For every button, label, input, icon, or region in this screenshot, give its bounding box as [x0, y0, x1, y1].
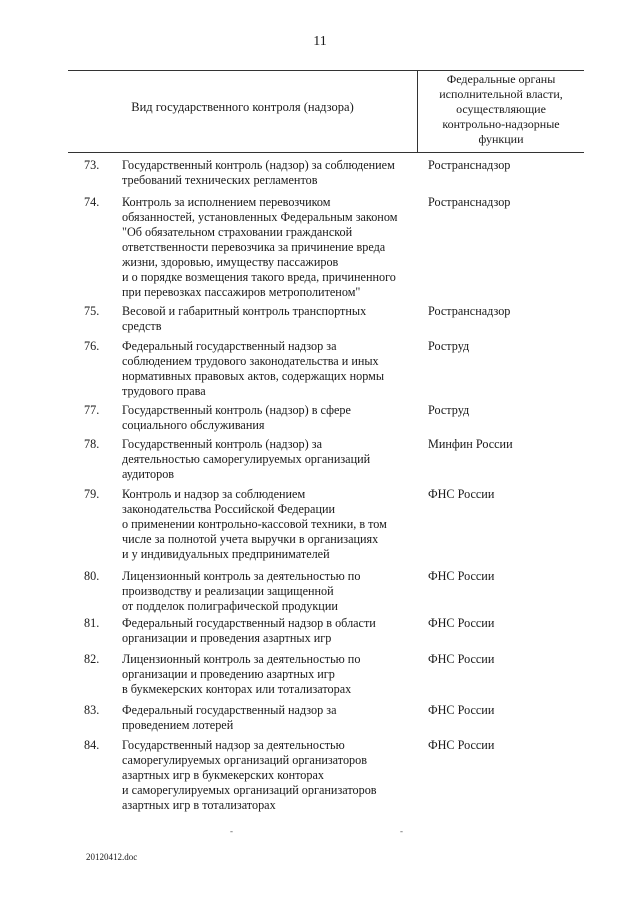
row-number: 81.: [84, 616, 100, 630]
description-line: деятельностью саморегулируемых организаций: [122, 452, 371, 466]
control-type-description: [122, 158, 414, 188]
description-line: в букмекерских конторах или тотализаторах: [122, 682, 352, 696]
control-type-description: [122, 652, 414, 697]
control-type-description: [122, 703, 414, 733]
agency-name: ФНС России: [428, 616, 495, 630]
description-line: проведением лотерей: [122, 718, 234, 732]
row-number: 76.: [84, 339, 100, 353]
description-line: и саморегулируемых организаций организаторов: [122, 783, 377, 797]
header-right-line: осуществляющие: [456, 102, 546, 116]
description-line: Лицензионный контроль за деятельностью по: [122, 652, 361, 666]
agency-name: Ространснадзор: [428, 158, 511, 172]
description-line: организации и проведению азартных игр: [122, 667, 335, 681]
description-line: Федеральный государственный надзор за: [122, 703, 337, 717]
agency-name: ФНС России: [428, 738, 495, 752]
agency-name: Роструд: [428, 403, 470, 417]
description-line: законодательства Российской Федерации: [122, 502, 336, 516]
control-type-description: [122, 195, 414, 300]
description-line: производству и реализации защищенной: [122, 584, 334, 598]
description-line: трудового права: [122, 384, 206, 398]
footer-filename: 20120412.doc: [86, 852, 138, 862]
row-number: 77.: [84, 403, 100, 417]
description-line: от подделок полиграфической продукции: [122, 599, 338, 613]
column-header-control-type: Вид государственного контроля (надзора): [131, 100, 354, 114]
control-type-description: [122, 738, 414, 813]
description-line: жизни, здоровью, имуществу пассажиров: [122, 255, 339, 269]
row-number: 79.: [84, 487, 100, 501]
control-type-description: [122, 437, 414, 482]
description-line: при перевозках пассажиров метрополитеном": [122, 285, 361, 299]
header-right-line: контрольно-надзорные: [442, 117, 560, 131]
header-right-line: исполнительной власти,: [439, 87, 563, 101]
description-line: Контроль и надзор за соблюдением: [122, 487, 306, 501]
agency-name: Ространснадзор: [428, 195, 511, 209]
description-line: организации и проведения азартных игр: [122, 631, 332, 645]
agency-name: Ространснадзор: [428, 304, 511, 318]
description-line: требований технических регламентов: [122, 173, 318, 187]
description-line: аудиторов: [122, 467, 175, 481]
description-line: нормативных правовых актов, содержащих нормы: [122, 369, 385, 383]
description-line: Контроль за исполнением перевозчиком: [122, 195, 331, 209]
control-type-description: [122, 569, 414, 614]
description-line: Федеральный государственный надзор в области: [122, 616, 376, 630]
description-line: соблюдением трудового законодательства и иных: [122, 354, 379, 368]
control-type-description: [122, 616, 414, 646]
agency-name: ФНС России: [428, 652, 495, 666]
description-line: "Об обязательном страховании гражданской: [122, 225, 353, 239]
description-line: социального обслуживания: [122, 418, 265, 432]
agency-name: Роструд: [428, 339, 470, 353]
row-number: 84.: [84, 738, 100, 752]
row-number: 82.: [84, 652, 100, 666]
row-number: 73.: [84, 158, 100, 172]
agency-name: ФНС России: [428, 569, 495, 583]
header-right-line: функции: [478, 132, 524, 146]
control-type-description: [122, 339, 414, 399]
row-number: 78.: [84, 437, 100, 451]
row-number: 80.: [84, 569, 100, 583]
control-type-description: [122, 304, 414, 334]
row-number: 75.: [84, 304, 100, 318]
description-line: Государственный контроль (надзор) в сфере: [122, 403, 351, 417]
description-line: Государственный контроль (надзор) за соблюдением: [122, 158, 395, 172]
row-number: 83.: [84, 703, 100, 717]
description-line: Федеральный государственный надзор за: [122, 339, 337, 353]
description-line: азартных игр в тотализаторах: [122, 798, 276, 812]
description-line: числе за полнотой учета выручки в организациях: [122, 532, 379, 546]
description-line: средств: [122, 319, 162, 333]
row-number: 74.: [84, 195, 100, 209]
description-line: и о порядке возмещения такого вреда, причиненного: [122, 270, 396, 284]
description-line: о применении контрольно-кассовой техники, в том: [122, 517, 387, 531]
header-right-line: Федеральные органы: [446, 72, 556, 86]
table-top-rule: [68, 70, 584, 71]
description-line: и у индивидуальных предпринимателей: [122, 547, 330, 561]
description-line: Лицензионный контроль за деятельностью по: [122, 569, 361, 583]
description-line: саморегулируемых организаций организаторов: [122, 753, 367, 767]
agency-name: Минфин России: [428, 437, 513, 451]
description-line: Государственный контроль (надзор) за: [122, 437, 322, 451]
header-bottom-rule: [68, 152, 584, 153]
bottom-mark: -: [230, 826, 233, 836]
description-line: азартных игр в букмекерских конторах: [122, 768, 324, 782]
control-type-description: [122, 487, 414, 562]
page-number: 11: [313, 34, 327, 49]
description-line: Весовой и габаритный контроль транспортных: [122, 304, 367, 318]
description-line: Государственный надзор за деятельностью: [122, 738, 345, 752]
description-line: ответственности перевозчика за причинение вреда: [122, 240, 386, 254]
agency-name: ФНС России: [428, 703, 495, 717]
control-type-description: [122, 403, 414, 433]
agency-name: ФНС России: [428, 487, 495, 501]
column-header-agencies: [418, 72, 584, 147]
description-line: обязанностей, установленных Федеральным законом: [122, 210, 398, 224]
bottom-mark: -: [400, 826, 403, 836]
